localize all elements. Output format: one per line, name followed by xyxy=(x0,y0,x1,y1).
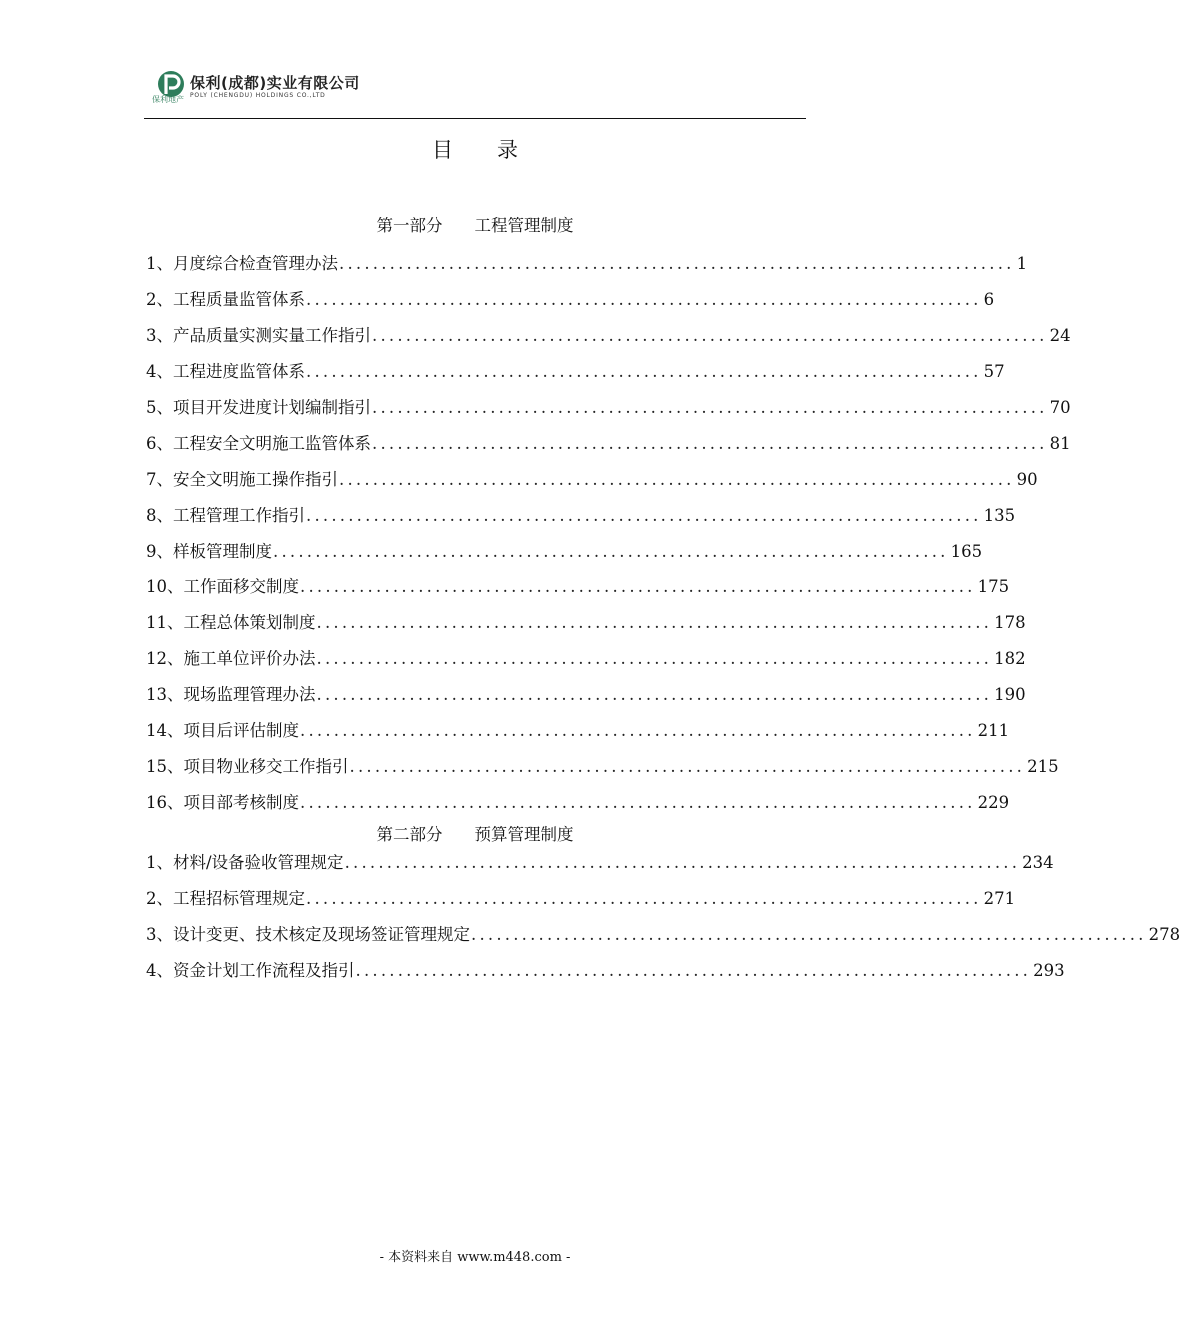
toc-entry-page: 81 xyxy=(1049,434,1071,453)
toc-entry-page: 165 xyxy=(950,542,983,561)
toc-entry-page: 278 xyxy=(1148,925,1180,944)
company-name-en: POLY (CHENGDU) HOLDINGS CO.,LTD xyxy=(190,92,326,99)
toc-entry[interactable]: 15、项目物业移交工作指引 ................................................................................ 215 xyxy=(146,753,806,777)
toc-entry-page: 190 xyxy=(994,685,1026,704)
section-part: 第一部分 xyxy=(376,216,443,235)
toc-entry[interactable]: 2、工程质量监管体系 ................................................................................ 6 xyxy=(146,286,806,310)
toc-entry-label: 10、工作面移交制度 xyxy=(146,577,299,596)
toc-entry-label: 8、工程管理工作指引 xyxy=(146,506,305,525)
page-footer: - 本资料来自 www.m448.com - xyxy=(379,1250,571,1265)
section-part: 第二部分 xyxy=(376,825,443,844)
toc-entry-label: 14、项目后评估制度 xyxy=(146,721,299,740)
toc-entry-page: 229 xyxy=(977,793,1010,812)
toc-entry[interactable]: 13、现场监理管理办法 ................................................................................ 190 xyxy=(146,681,806,705)
header-divider xyxy=(144,118,806,119)
page-title: 目录 xyxy=(432,138,562,162)
toc-entry-page: 57 xyxy=(983,362,1005,381)
toc-entry-page: 293 xyxy=(1033,961,1065,980)
toc-entry-label: 15、项目物业移交工作指引 xyxy=(146,757,349,776)
toc-entry-label: 4、工程进度监管体系 xyxy=(146,362,305,381)
toc-entry[interactable]: 10、工作面移交制度 ................................................................................ 175 xyxy=(146,573,806,597)
toc-entry-page: 234 xyxy=(1022,853,1054,872)
toc-entry[interactable]: 3、设计变更、技术核定及现场签证管理规定 ................................................................................ 278 xyxy=(146,921,806,945)
toc-entry[interactable]: 16、项目部考核制度 ................................................................................ 229 xyxy=(146,789,806,813)
toc-entry[interactable]: 14、项目后评估制度 ................................................................................ 211 xyxy=(146,717,806,741)
toc-entry-page: 24 xyxy=(1049,326,1071,345)
toc-entry-page: 211 xyxy=(977,721,1010,740)
page-header xyxy=(148,66,808,118)
toc-entry[interactable]: 8、工程管理工作指引 ................................................................................ 135 xyxy=(146,502,806,526)
toc-entry-label: 13、现场监理管理办法 xyxy=(146,685,316,704)
toc-entry[interactable]: 1、月度综合检查管理办法 ................................................................................ 1 xyxy=(146,250,806,274)
toc-entry-page: 175 xyxy=(977,577,1010,596)
toc-entry[interactable]: 9、样板管理制度 ................................................................................ 165 xyxy=(146,538,806,562)
toc-entry[interactable]: 3、产品质量实测实量工作指引 ................................................................................ 24 xyxy=(146,322,806,346)
toc-entry-label: 2、工程招标管理规定 xyxy=(146,889,305,908)
section-name: 预算管理制度 xyxy=(474,825,574,844)
toc-entry[interactable]: 1、材料/设备验收管理规定 ................................................................................ 234 xyxy=(146,849,806,873)
toc-entry-page: 70 xyxy=(1049,398,1071,417)
toc-entry[interactable]: 11、工程总体策划制度 ................................................................................ 178 xyxy=(146,609,806,633)
toc-entry-page: 215 xyxy=(1027,757,1059,776)
section-heading-2 xyxy=(0,821,950,845)
toc-entry[interactable]: 12、施工单位评价办法 ................................................................................ 182 xyxy=(146,645,806,669)
toc-entry-label: 5、项目开发进度计划编制指引 xyxy=(146,398,371,417)
logo-subtext: 保利地产 xyxy=(152,95,184,104)
toc-entry-page: 178 xyxy=(994,613,1026,632)
toc-entry-label: 4、资金计划工作流程及指引 xyxy=(146,961,355,980)
toc-entry-page: 135 xyxy=(983,506,1016,525)
toc-entry-label: 3、设计变更、技术核定及现场签证管理规定 xyxy=(146,925,470,944)
toc-entry-page: 271 xyxy=(983,889,1016,908)
toc-entry[interactable]: 5、项目开发进度计划编制指引 ................................................................................ 70 xyxy=(146,394,806,418)
toc-entry-page: 1 xyxy=(1016,254,1028,273)
section-heading-1 xyxy=(0,212,950,236)
toc-entry[interactable]: 4、资金计划工作流程及指引 ................................................................................ 293 xyxy=(146,957,806,981)
section-name: 工程管理制度 xyxy=(474,216,574,235)
toc-entry-label: 7、安全文明施工操作指引 xyxy=(146,470,338,489)
toc-entry-label: 1、材料/设备验收管理规定 xyxy=(146,853,344,872)
company-name-cn: 保利(成都)实业有限公司 xyxy=(190,74,360,92)
toc-entry-label: 6、工程安全文明施工监管体系 xyxy=(146,434,371,453)
toc-entry[interactable]: 6、工程安全文明施工监管体系 ................................................................................ 81 xyxy=(146,430,806,454)
toc-entry[interactable]: 2、工程招标管理规定 ................................................................................ 271 xyxy=(146,885,806,909)
toc-entry-label: 16、项目部考核制度 xyxy=(146,793,299,812)
toc-entry-page: 6 xyxy=(983,290,995,309)
toc-entry-label: 2、工程质量监管体系 xyxy=(146,290,305,309)
toc-entry-label: 1、月度综合检查管理办法 xyxy=(146,254,338,273)
toc-entry[interactable]: 4、工程进度监管体系 ................................................................................ 57 xyxy=(146,358,806,382)
toc-entry-page: 182 xyxy=(994,649,1026,668)
toc-entry-label: 12、施工单位评价办法 xyxy=(146,649,316,668)
toc-entry-label: 11、工程总体策划制度 xyxy=(146,613,316,632)
toc-entry-label: 9、样板管理制度 xyxy=(146,542,272,561)
toc-entry[interactable]: 7、安全文明施工操作指引 ................................................................................ 90 xyxy=(146,466,806,490)
toc-entry-label: 3、产品质量实测实量工作指引 xyxy=(146,326,371,345)
toc-entry-page: 90 xyxy=(1016,470,1038,489)
